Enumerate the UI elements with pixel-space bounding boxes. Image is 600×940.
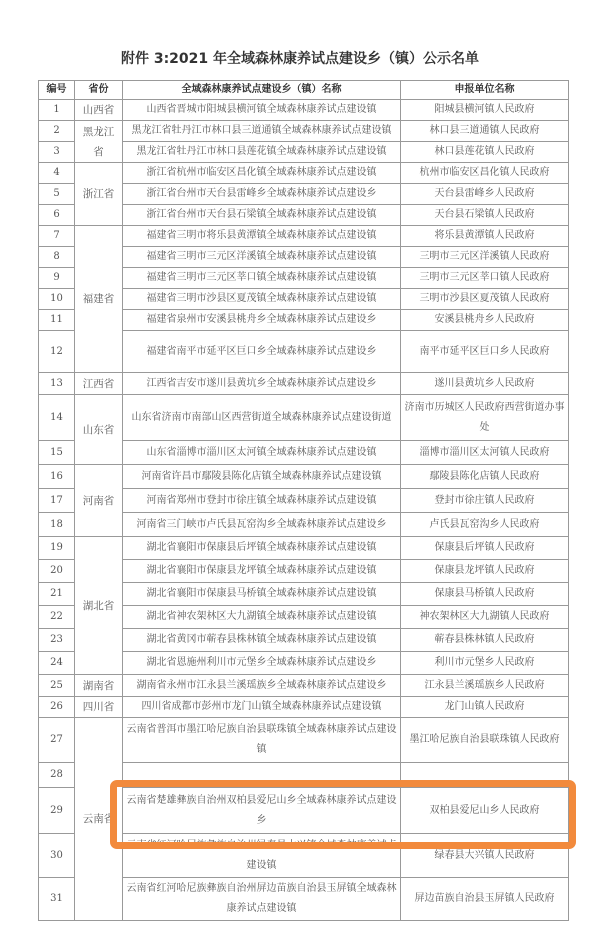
town-name-cell: 湖北省襄阳市保康县龙坪镇全域森林康养试点建设镇	[123, 560, 401, 583]
applicant-cell: 江永县兰溪瑶族乡人民政府	[401, 675, 569, 697]
applicant-cell: 蕲春县株林镇人民政府	[401, 629, 569, 652]
province-cell: 浙江省	[75, 163, 123, 226]
header-province: 省份	[75, 81, 123, 100]
row-number: 14	[39, 395, 75, 441]
province-cell: 云南省	[75, 718, 123, 921]
applicant-cell: 双柏县爱尼山乡人民政府	[401, 788, 569, 834]
applicant-cell: 卢氏县瓦窑沟乡人民政府	[401, 513, 569, 537]
applicant-cell: 龙门山镇人民政府	[401, 697, 569, 718]
table-row	[39, 163, 569, 184]
applicant-cell: 绿春县大兴镇人民政府	[401, 834, 569, 878]
applicant-cell: 利川市元堡乡人民政府	[401, 652, 569, 675]
town-name-cell: 四川省成都市彭州市龙门山镇全域森林康养试点建设镇	[123, 697, 401, 718]
row-number: 21	[39, 583, 75, 606]
row-number: 2	[39, 121, 75, 142]
applicant-cell: 南平市延平区巨口乡人民政府	[401, 331, 569, 373]
province-cell: 福建省	[75, 226, 123, 373]
table-row	[39, 537, 569, 560]
applicant-cell: 三明市沙县区夏茂镇人民政府	[401, 289, 569, 310]
row-number: 5	[39, 184, 75, 205]
town-name-cell: 云南省红河哈尼族彝族自治州绿春县大兴镇全域森林康养试点建设镇	[123, 834, 401, 878]
applicant-cell: 阳城县横河镇人民政府	[401, 100, 569, 121]
town-name-cell: 湖北省神农架林区大九湖镇全域森林康养试点建设镇	[123, 606, 401, 629]
applicant-cell: 杭州市临安区昌化镇人民政府	[401, 163, 569, 184]
town-name-cell: 黑龙江省牡丹江市林口县莲花镇全域森林康养试点建设镇	[123, 142, 401, 163]
town-name-cell	[123, 763, 401, 788]
province-cell: 山西省	[75, 100, 123, 121]
document-title: 附件 3:2021 年全域森林康养试点建设乡（镇）公示名单	[120, 51, 480, 67]
town-name-cell: 湖北省襄阳市保康县后坪镇全域森林康养试点建设镇	[123, 537, 401, 560]
town-name-cell: 福建省南平市延平区巨口乡全域森林康养试点建设乡	[123, 331, 401, 373]
applicant-cell: 登封市徐庄镇人民政府	[401, 489, 569, 513]
town-name-cell: 黑龙江省牡丹江市林口县三道通镇全域森林康养试点建设镇	[123, 121, 401, 142]
header-town-name: 全域森林康养试点建设乡（镇）名称	[123, 81, 401, 100]
applicant-cell: 淄博市淄川区太河镇人民政府	[401, 441, 569, 465]
row-number: 28	[39, 763, 75, 788]
table-row	[39, 373, 569, 395]
row-number: 15	[39, 441, 75, 465]
town-name-cell: 湖北省黄冈市蕲春县株林镇全域森林康养试点建设镇	[123, 629, 401, 652]
town-name-cell: 云南省楚雄彝族自治州双柏县爱尼山乡全域森林康养试点建设乡	[123, 788, 401, 834]
applicant-cell: 保康县龙坪镇人民政府	[401, 560, 569, 583]
table-row	[39, 121, 569, 142]
town-name-cell: 河南省三门峡市卢氏县瓦窑沟乡全域森林康养试点建设乡	[123, 513, 401, 537]
applicant-cell: 鄢陵县陈化店镇人民政府	[401, 465, 569, 489]
province-cell: 湖南省	[75, 675, 123, 697]
applicant-cell: 墨江哈尼族自治县联珠镇人民政府	[401, 718, 569, 763]
applicant-cell: 天台县雷峰乡人民政府	[401, 184, 569, 205]
applicant-cell: 三明市三元区洋溪镇人民政府	[401, 247, 569, 268]
row-number: 9	[39, 268, 75, 289]
town-name-cell: 福建省三明市将乐县黄潭镇全域森林康养试点建设镇	[123, 226, 401, 247]
table-row	[39, 100, 569, 121]
province-cell: 山东省	[75, 395, 123, 465]
province-cell: 黑龙江省	[75, 121, 123, 163]
town-name-cell: 江西省吉安市遂川县黄坑乡全域森林康养试点建设乡	[123, 373, 401, 395]
row-number: 31	[39, 878, 75, 921]
row-number: 1	[39, 100, 75, 121]
province-cell: 湖北省	[75, 537, 123, 675]
row-number: 13	[39, 373, 75, 395]
applicant-cell: 林口县三道通镇人民政府	[401, 121, 569, 142]
applicant-cell: 林口县莲花镇人民政府	[401, 142, 569, 163]
table-row	[39, 226, 569, 247]
row-number: 3	[39, 142, 75, 163]
town-name-cell: 福建省三明市三元区洋溪镇全域森林康养试点建设镇	[123, 247, 401, 268]
publicity-table	[38, 80, 569, 921]
table-row	[39, 718, 569, 763]
applicant-cell	[401, 763, 569, 788]
applicant-cell: 济南市历城区人民政府西营街道办事处	[401, 395, 569, 441]
header-applicant: 申报单位名称	[401, 81, 569, 100]
row-number: 16	[39, 465, 75, 489]
applicant-cell: 保康县马桥镇人民政府	[401, 583, 569, 606]
town-name-cell: 福建省泉州市安溪县桃舟乡全域森林康养试点建设乡	[123, 310, 401, 331]
row-number: 6	[39, 205, 75, 226]
town-name-cell: 云南省红河哈尼族彝族自治州屏边苗族自治县玉屏镇全域森林康养试点建设镇	[123, 878, 401, 921]
table-row	[39, 697, 569, 718]
row-number: 29	[39, 788, 75, 834]
town-name-cell: 浙江省台州市天台县雷峰乡全域森林康养试点建设乡	[123, 184, 401, 205]
town-name-cell: 河南省许昌市鄢陵县陈化店镇全域森林康养试点建设镇	[123, 465, 401, 489]
town-name-cell: 浙江省杭州市临安区昌化镇全域森林康养试点建设镇	[123, 163, 401, 184]
town-name-cell: 福建省三明市沙县区夏茂镇全域森林康养试点建设镇	[123, 289, 401, 310]
province-cell: 河南省	[75, 465, 123, 537]
town-name-cell: 湖北省恩施州利川市元堡乡全域森林康养试点建设乡	[123, 652, 401, 675]
applicant-cell: 安溪县桃舟乡人民政府	[401, 310, 569, 331]
row-number: 27	[39, 718, 75, 763]
row-number: 25	[39, 675, 75, 697]
town-name-cell: 浙江省台州市天台县石梁镇全域森林康养试点建设镇	[123, 205, 401, 226]
row-number: 24	[39, 652, 75, 675]
table-row	[39, 465, 569, 489]
town-name-cell: 河南省郑州市登封市徐庄镇全域森林康养试点建设镇	[123, 489, 401, 513]
row-number: 17	[39, 489, 75, 513]
row-number: 20	[39, 560, 75, 583]
header-no: 编号	[39, 81, 75, 100]
row-number: 30	[39, 834, 75, 878]
town-name-cell: 湖北省襄阳市保康县马桥镇全域森林康养试点建设镇	[123, 583, 401, 606]
row-number: 4	[39, 163, 75, 184]
town-name-cell: 福建省三明市三元区莘口镇全域森林康养试点建设镇	[123, 268, 401, 289]
table-row	[39, 395, 569, 441]
applicant-cell: 天台县石梁镇人民政府	[401, 205, 569, 226]
applicant-cell: 将乐县黄潭镇人民政府	[401, 226, 569, 247]
town-name-cell: 云南省普洱市墨江哈尼族自治县联珠镇全域森林康养试点建设镇	[123, 718, 401, 763]
applicant-cell: 保康县后坪镇人民政府	[401, 537, 569, 560]
row-number: 8	[39, 247, 75, 268]
town-name-cell: 山东省淄博市淄川区太河镇全域森林康养试点建设镇	[123, 441, 401, 465]
town-name-cell: 山西省晋城市阳城县横河镇全域森林康养试点建设镇	[123, 100, 401, 121]
row-number: 26	[39, 697, 75, 718]
province-cell: 四川省	[75, 697, 123, 718]
row-number: 7	[39, 226, 75, 247]
province-cell: 江西省	[75, 373, 123, 395]
table-header-row	[39, 81, 569, 100]
row-number: 23	[39, 629, 75, 652]
applicant-cell: 神农架林区大九湖镇人民政府	[401, 606, 569, 629]
applicant-cell: 三明市三元区莘口镇人民政府	[401, 268, 569, 289]
row-number: 10	[39, 289, 75, 310]
applicant-cell: 遂川县黄坑乡人民政府	[401, 373, 569, 395]
row-number: 11	[39, 310, 75, 331]
table-row	[39, 675, 569, 697]
row-number: 18	[39, 513, 75, 537]
row-number: 22	[39, 606, 75, 629]
town-name-cell: 湖南省永州市江永县兰溪瑶族乡全域森林康养试点建设乡	[123, 675, 401, 697]
town-name-cell: 山东省济南市南部山区西营街道全域森林康养试点建设街道	[123, 395, 401, 441]
applicant-cell: 屏边苗族自治县玉屏镇人民政府	[401, 878, 569, 921]
row-number: 19	[39, 537, 75, 560]
row-number: 12	[39, 331, 75, 373]
